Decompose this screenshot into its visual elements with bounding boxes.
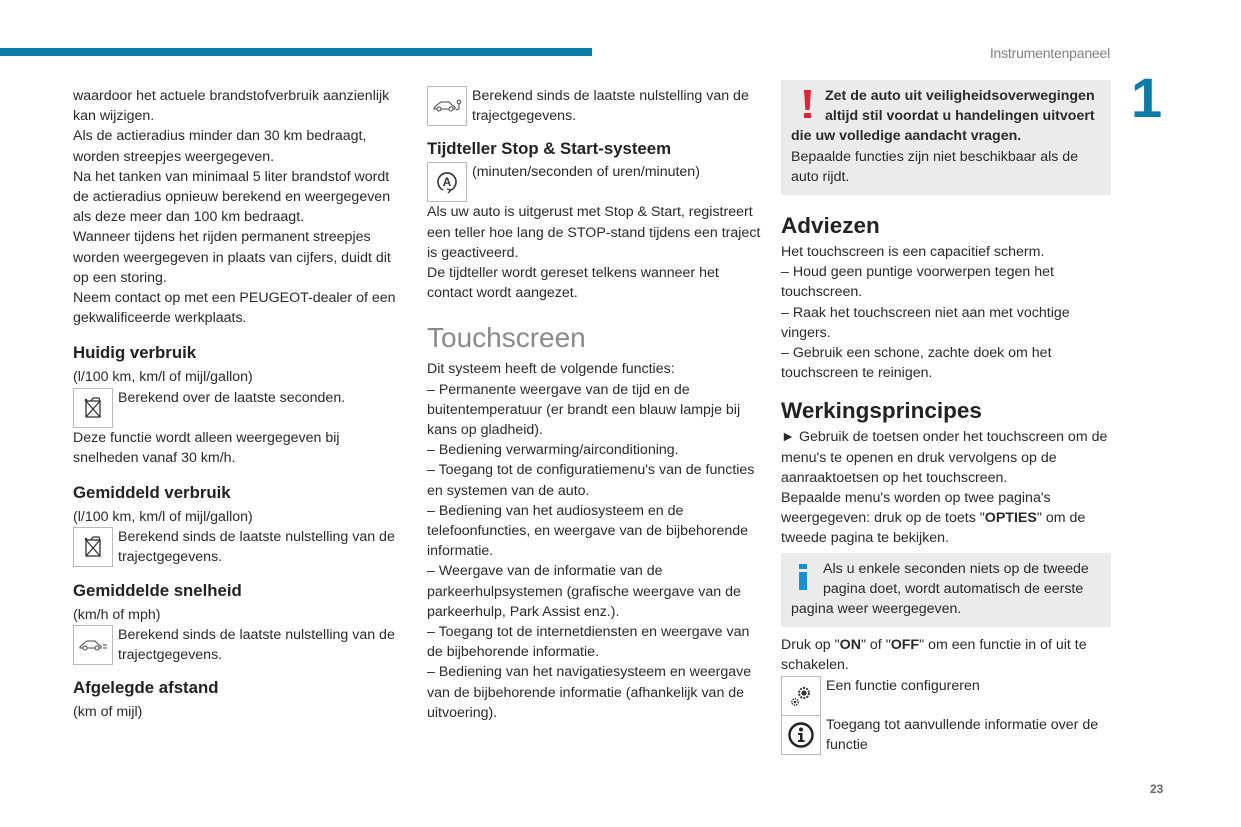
paragraph: Na het tanken van minimaal 5 liter brandstof wordt de actieradius opnieuw berekend en weergegeven als deze meer dan 100 km bedraagt.: [73, 168, 391, 226]
list-item: – Raak het touchscreen niet aan met vochtige vingers.: [781, 304, 1070, 341]
icon-row: [73, 388, 403, 428]
paragraph: Neem contact op met een PEUGEOT-dealer of een gekwalificeerde werkplaats.: [73, 290, 396, 327]
icon-description: Berekend sinds de laatste nulstelling van de trajectgegevens.: [118, 529, 395, 566]
text: " of ": [860, 637, 891, 654]
warning-note: Bepaalde functies zijn niet beschikbaar als de auto rijdt.: [791, 148, 1079, 185]
icon-row: [73, 527, 403, 567]
paragraph: Als de actieradius minder dan 30 km bedraagt, worden streepjes weergegeven.: [73, 128, 367, 165]
heading-adviezen: Adviezen: [781, 213, 880, 239]
column-2: [427, 86, 762, 723]
list-item: – Toegang tot de configuratiemenu's van de functies en systemen van de auto.: [427, 462, 755, 499]
car-speed-icon: [73, 625, 113, 665]
car-distance-icon: [427, 86, 467, 126]
info-circle-icon: [781, 715, 821, 755]
icon-description: Een functie configureren: [826, 677, 980, 694]
info-text: Als u enkele seconden niets op de tweede pagina doet, wordt automatisch de eerste pagina weer weergegeven.: [791, 560, 1089, 618]
chapter-number: 1: [1131, 66, 1163, 129]
svg-text:A: A: [442, 175, 452, 190]
heading-werkingsprincipes: Werkingsprincipes: [781, 398, 982, 424]
info-box: [781, 553, 1111, 628]
units: (l/100 km, km/l of mijl/gallon): [73, 369, 253, 386]
list-item: – Houd geen puntige voorwerpen tegen het touchscreen.: [781, 264, 1054, 301]
list-item: – Bediening van het navigatiesysteem en weergave van de bijbehorende informatie (afhankelijk van de uitvoering).: [427, 664, 752, 721]
text: Druk op ": [781, 637, 840, 654]
heading-huidig-verbruik: Huidig verbruik: [73, 343, 197, 363]
header-accent-bar: [0, 48, 592, 56]
icon-row: [781, 676, 1111, 716]
list-item: – Toegang tot de internetdiensten en weergave van de bijbehorende informatie.: [427, 624, 750, 661]
icon-row: [73, 625, 403, 665]
key-off: OFF: [890, 637, 920, 654]
icon-row: [427, 162, 762, 202]
text: " om een functie in of uit te schakelen.: [781, 637, 1087, 674]
heading-gemiddelde-snelheid: Gemiddelde snelheid: [73, 580, 242, 600]
list-item: – Gebruik een schone, zachte doek om het touchscreen te reinigen.: [781, 345, 1052, 382]
list-item: – Bediening van het audiosysteem en de telefoonfuncties, en weergave van de bijbehorende informatie.: [427, 502, 749, 560]
units: (km/h of mph): [73, 606, 161, 623]
paragraph: Deze functie wordt alleen weergegeven bij snelheden vanaf 30 km/h.: [73, 429, 340, 466]
units: (minuten/seconden of uren/minuten): [472, 164, 700, 181]
icon-description: Toegang tot aanvullende informatie over de functie: [826, 716, 1099, 753]
units: (l/100 km, km/l of mijl/gallon): [73, 509, 253, 526]
paragraph: De tijdteller wordt gereset telkens wanneer het contact wordt aangezet.: [427, 265, 719, 302]
paragraph: [781, 635, 1111, 675]
gears-config-icon: [781, 676, 821, 716]
section-title: Instrumentenpaneel: [989, 45, 1110, 61]
text: Bepaalde menu's worden op twee pagina's weergegeven: druk op de toets ": [781, 490, 1051, 527]
warning-exclamation-icon: [801, 90, 815, 118]
key-opties: OPTIES: [984, 510, 1037, 527]
paragraph: [781, 488, 1111, 549]
fuel-can-icon: [73, 527, 113, 567]
list-item: – Permanente weergave van de tijd en de buitentemperatuur (er brandt een blauw lampje bij kans op gladheid).: [427, 381, 741, 439]
icon-row: [781, 715, 1111, 755]
heading-afgelegde-afstand: Afgelegde afstand: [73, 678, 219, 698]
units: (km of mijl): [73, 704, 143, 721]
heading-stop-start: Tijdteller Stop & Start-systeem: [427, 139, 672, 159]
paragraph: Als uw auto is uitgerust met Stop & Start, registreert een teller hoe lang de STOP-stand tijdens een traject is geactiveerd.: [427, 204, 761, 261]
fuel-can-icon: [73, 388, 113, 428]
page-number: 23: [1150, 782, 1164, 796]
column-1: [73, 86, 403, 722]
heading-touchscreen: Touchscreen: [427, 322, 586, 354]
paragraph: Wanneer tijdens het rijden permanent streepjes worden weergegeven in plaats van cijfers, duidt dit op een storing.: [73, 229, 391, 286]
warning-text: Zet de auto uit veiligheidsoverwegingen altijd stil voordat u handelingen uitvoert die uw volledige aandacht vragen.: [791, 88, 1095, 145]
paragraph: Dit systeem heeft de volgende functies:: [427, 361, 675, 378]
auto-stop-start-icon: [427, 162, 467, 202]
icon-description: Berekend over de laatste seconden.: [118, 389, 346, 406]
paragraph: waardoor het actuele brandstofverbruik aanzienlijk kan wijzigen.: [73, 88, 390, 125]
heading-gemiddeld-verbruik: Gemiddeld verbruik: [73, 483, 231, 503]
info-icon: [799, 564, 809, 592]
warning-box: [781, 80, 1111, 195]
column-3: [781, 80, 1111, 755]
icon-description: Berekend sinds de laatste nulstelling van de trajectgegevens.: [472, 88, 749, 125]
key-on: ON: [839, 637, 861, 654]
paragraph: Het touchscreen is een capacitief scherm.: [781, 244, 1045, 261]
text: " om de tweede pagina te bekijken.: [781, 510, 1086, 547]
icon-description: Berekend sinds de laatste nulstelling van de trajectgegevens.: [118, 626, 395, 664]
list-item: – Bediening verwarming/airconditioning.: [427, 442, 679, 459]
icon-row: [427, 86, 762, 126]
step-instruction: ► Gebruik de toetsen onder het touchscreen om de menu's te openen en druk vervolgens op de aanraaktoetsen op het touchscreen.: [781, 429, 1108, 486]
list-item: – Weergave van de informatie van de parkeerhulpsystemen (grafische weergave van de parkeerhulp, Park Assist enz.).: [427, 563, 741, 620]
